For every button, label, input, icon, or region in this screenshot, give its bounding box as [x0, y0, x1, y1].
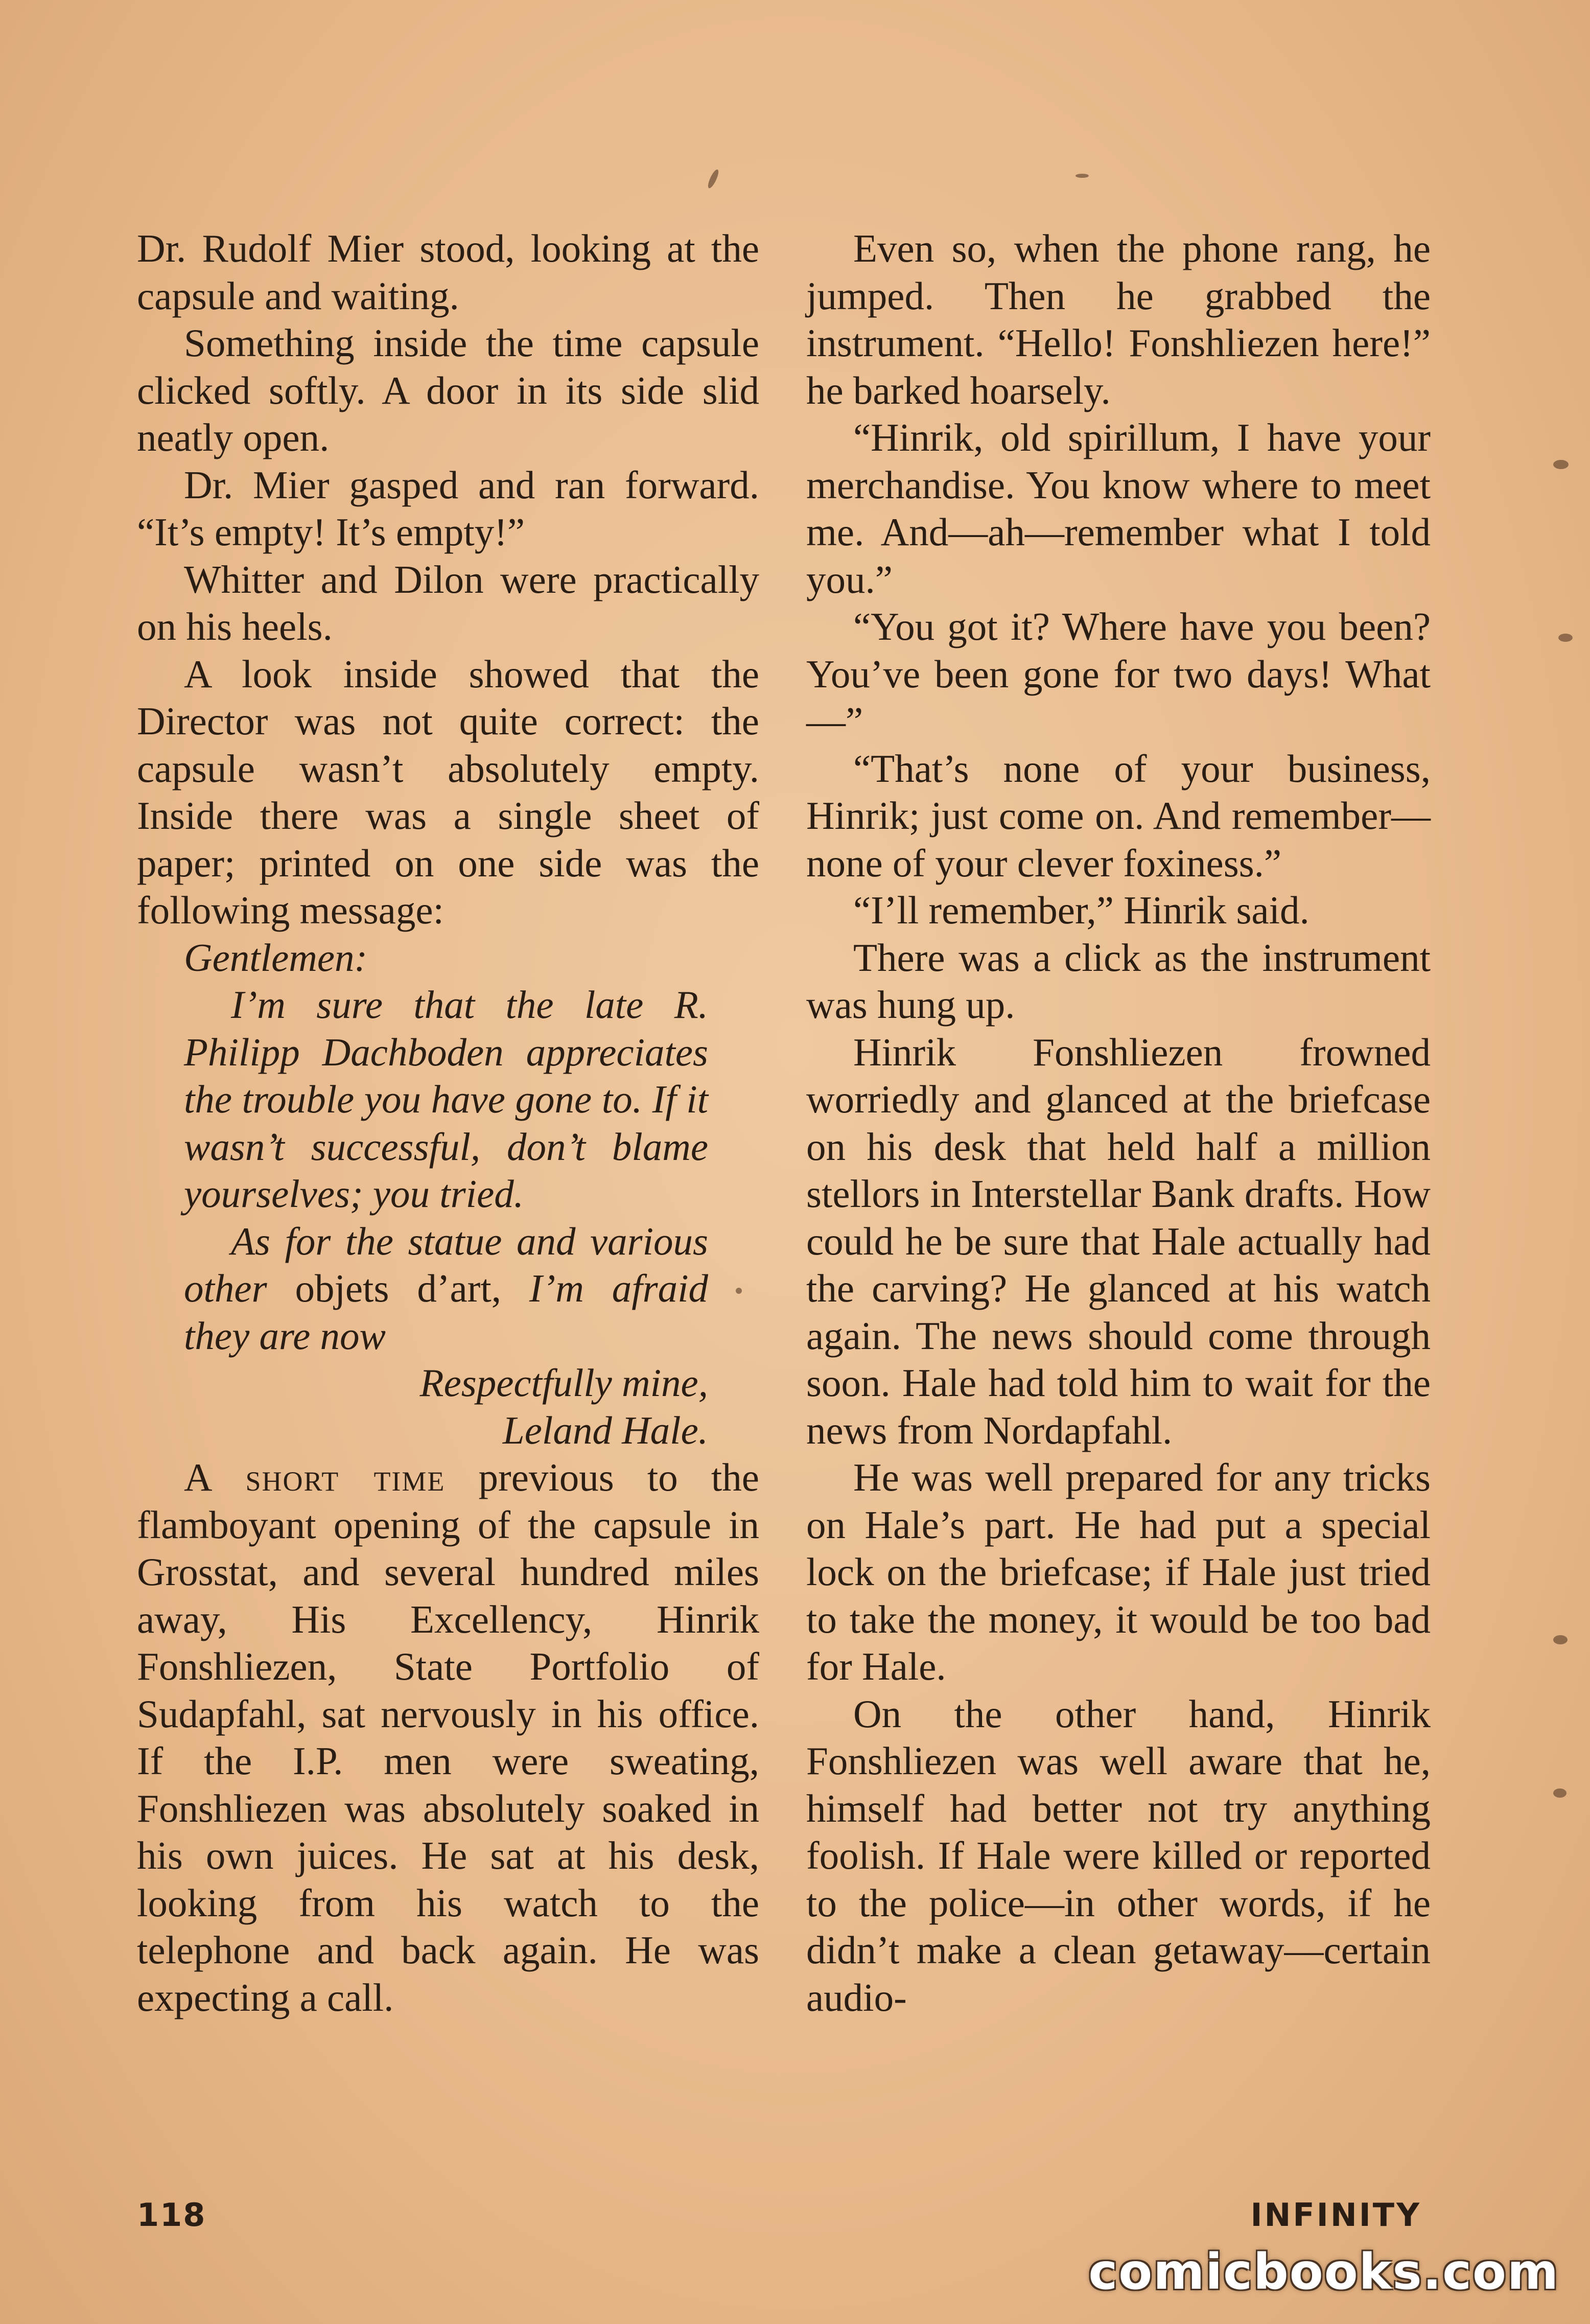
- paragraph: “I’ll remember,” Hinrik said.: [853, 888, 1310, 932]
- letter-salutation: Gentlemen:: [184, 935, 368, 980]
- paper-speck: [706, 168, 720, 189]
- letter-body: As for the statue and various other objets d’art, I’m afraid they are now: [184, 1219, 708, 1358]
- paragraph: Dr. Mier gasped and ran forward. “It’s empty! It’s empty!”: [137, 462, 759, 554]
- paragraph: A look inside showed that the Director was not quite correct: the capsule wasn’t absolutely empty. Inside there was a single sheet of paper; printed on one side was the following message:: [137, 652, 759, 932]
- paragraph: “You got it? Where have you been? You’ve been gone for two days! What—”: [806, 605, 1431, 743]
- paragraph: “That’s none of your business, Hinrik; just come on. And remember—none of your clever foxiness.”: [806, 746, 1431, 885]
- watermark: comicbooks.com: [1088, 2243, 1559, 2300]
- left-column: [137, 225, 759, 2021]
- letter-body: I’m sure that the late R. Philipp Dachboden appreciates the trouble you have gone to. If it wasn’t successful, don’t blame yourselves; you tried.: [184, 983, 708, 1216]
- paper-speck: [1558, 634, 1573, 642]
- paragraph: Whitter and Dilon were practically on his heels.: [137, 557, 759, 648]
- paper-speck: [1553, 1788, 1566, 1798]
- paragraph: Dr. Rudolf Mier stood, looking at the capsule and waiting.: [137, 226, 759, 318]
- page-number: 118: [137, 2196, 206, 2234]
- paper-speck: [736, 1288, 742, 1294]
- paragraph: Even so, when the phone rang, he jumped. Then he grabbed the instrument. “Hello! Fonshliezen here!” he barked hoarsely.: [806, 226, 1431, 412]
- paragraph: Hinrik Fonshliezen frowned worriedly and glanced at the briefcase on his desk that held half a million stellors in Interstellar Bank drafts. How could he be sure that Hale actually had the carving? He glanced at his watch again. The news should come through soon. Hale had told him to wait for the news from Nordapfahl.: [806, 1030, 1431, 1452]
- paper-speck: [1553, 460, 1569, 469]
- letter-closing: Respectfully mine,: [419, 1361, 708, 1405]
- paper-speck: [1553, 1635, 1568, 1644]
- paragraph: “Hinrik, old spirillum, I have your merchandise. You know where to meet me. And—ah—remember what I told you.”: [806, 415, 1431, 601]
- right-column: [806, 225, 1431, 2021]
- paragraph: There was a click as the instrument was hung up.: [806, 935, 1431, 1027]
- paragraph: He was well prepared for any tricks on Hale’s part. He had put a special lock on the briefcase; if Hale just tried to take the money, it would be too bad for Hale.: [806, 1455, 1431, 1688]
- paragraph: On the other hand, Hinrik Fonshliezen was well aware that he, himself had better not try anything foolish. If Hale were killed or reported to the police—in other words, if he didn’t make a clean getaway—certain audio-: [806, 1691, 1431, 2019]
- letter-signature: Leland Hale.: [502, 1408, 708, 1452]
- paragraph: Something inside the time capsule clicked softly. A door in its side slid neatly open.: [137, 321, 759, 459]
- capsule-message: [137, 934, 759, 1454]
- paper-speck: [1075, 174, 1089, 178]
- section-lead: A short time: [184, 1455, 446, 1499]
- magazine-title: INFINITY: [1250, 2196, 1421, 2234]
- section-paragraph: A short time previous to the flamboyant opening of the capsule in Grosstat, and several hundred miles away, His Excellency, Hinrik Fonshliezen, State Portfolio of Sudapfahl, sat nervously in his office. If the I.P. men were sweating, Fonshliezen was absolutely soaked in his own juices. He sat at his desk, looking from his watch to the telephone and back again. He was expecting a call.: [137, 1455, 759, 2019]
